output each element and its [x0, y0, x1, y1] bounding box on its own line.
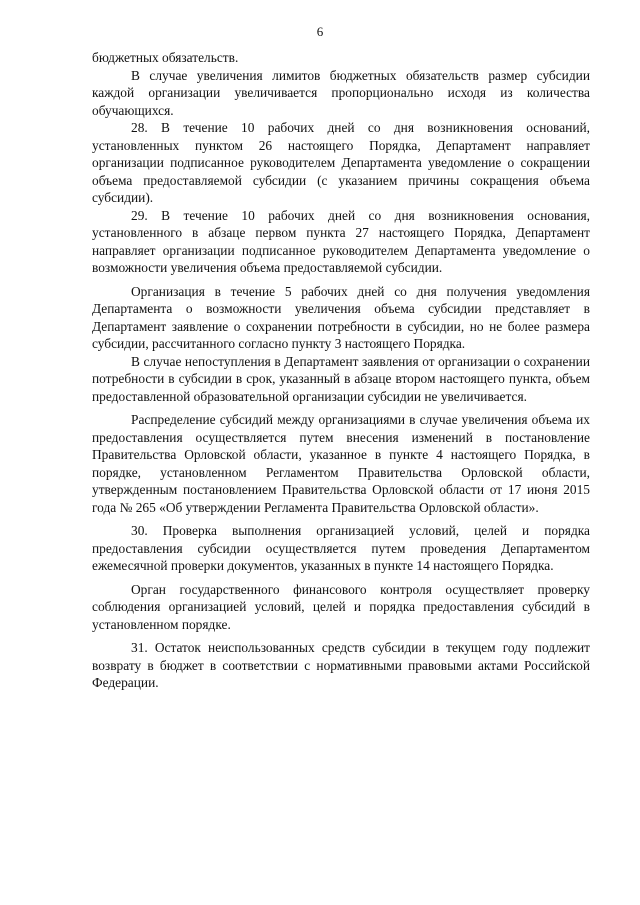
paragraph-item-31: 31. Остаток неиспользованных средств субсидии в текущем году подлежит возврату в бюджет в соответствии с нормативными правовыми актами Российской Федерации. [92, 640, 590, 690]
paragraph-financial-control: Орган государственного финансового контроля осуществляет проверку соблюдения организацией условий, целей и порядка предоставления субсидий в установленном порядке. [92, 581, 590, 632]
paragraph-item-30: 30. Проверка выполнения организацией условий, целей и порядка предоставления субсидии осуществляется путем проведения Департаментом ежемесячной проверки документов, указанных в пункте 14 настоящего Порядка. [92, 523, 590, 573]
paragraph-no-application: В случае непоступления в Департамент заявления от организации о сохранении потребности в субсидии в срок, указанный в абзаце втором настоящего пункта, объем предоставленной образовательной организации субсидии не увеличивается. [92, 353, 590, 404]
document-body [92, 49, 590, 692]
page-number: 6 [316, 24, 324, 39]
paragraph-limit-increase: В случае увеличения лимитов бюджетных обязательств размер субсидии каждой организации увеличивается пропорционально исходя из количества обучающихся. [92, 67, 590, 118]
paragraph-item-28: 28. В течение 10 рабочих дней со дня возникновения оснований, установленных пунктом 26 настоящего Порядка, Департамент направляет организации подписанное руководителем Департамента уведомление о сокращении объема предоставляемой субсидии (с указанием причины сокращения объема субсидии). [92, 120, 590, 205]
paragraph-continuation: бюджетных обязательств. [92, 50, 239, 65]
paragraph-organization-application: Организация в течение 5 рабочих дней со дня получения уведомления Департамента о возможности увеличения объема субсидии представляет в Департамент заявление о сохранении потребности в субсидии, но не более размера субсидии, рассчитанного согласно пункту 3 настоящего Порядка. [92, 283, 590, 351]
paragraph-distribution: Распределение субсидий между организациями в случае увеличения объема их предоставления осуществляется путем внесения изменений в постановление Правительства Орловской области, указанное в пункте 4 настоящего Порядка, в порядке, установленном Регламентом Правительства Орловской области, утвержденным постановлением Правительства Орловской области от 17 июня 2015 года № 265 «Об утверждении Регламента Правительства Орловской области». [92, 412, 590, 515]
paragraph-item-29: 29. В течение 10 рабочих дней со дня возникновения основания, установленного в абзаце первом пункта 27 настоящего Порядка, Департамент направляет организации подписанное руководителем Департамента уведомление о возможности увеличения объема предоставляемой субсидии. [92, 207, 590, 275]
